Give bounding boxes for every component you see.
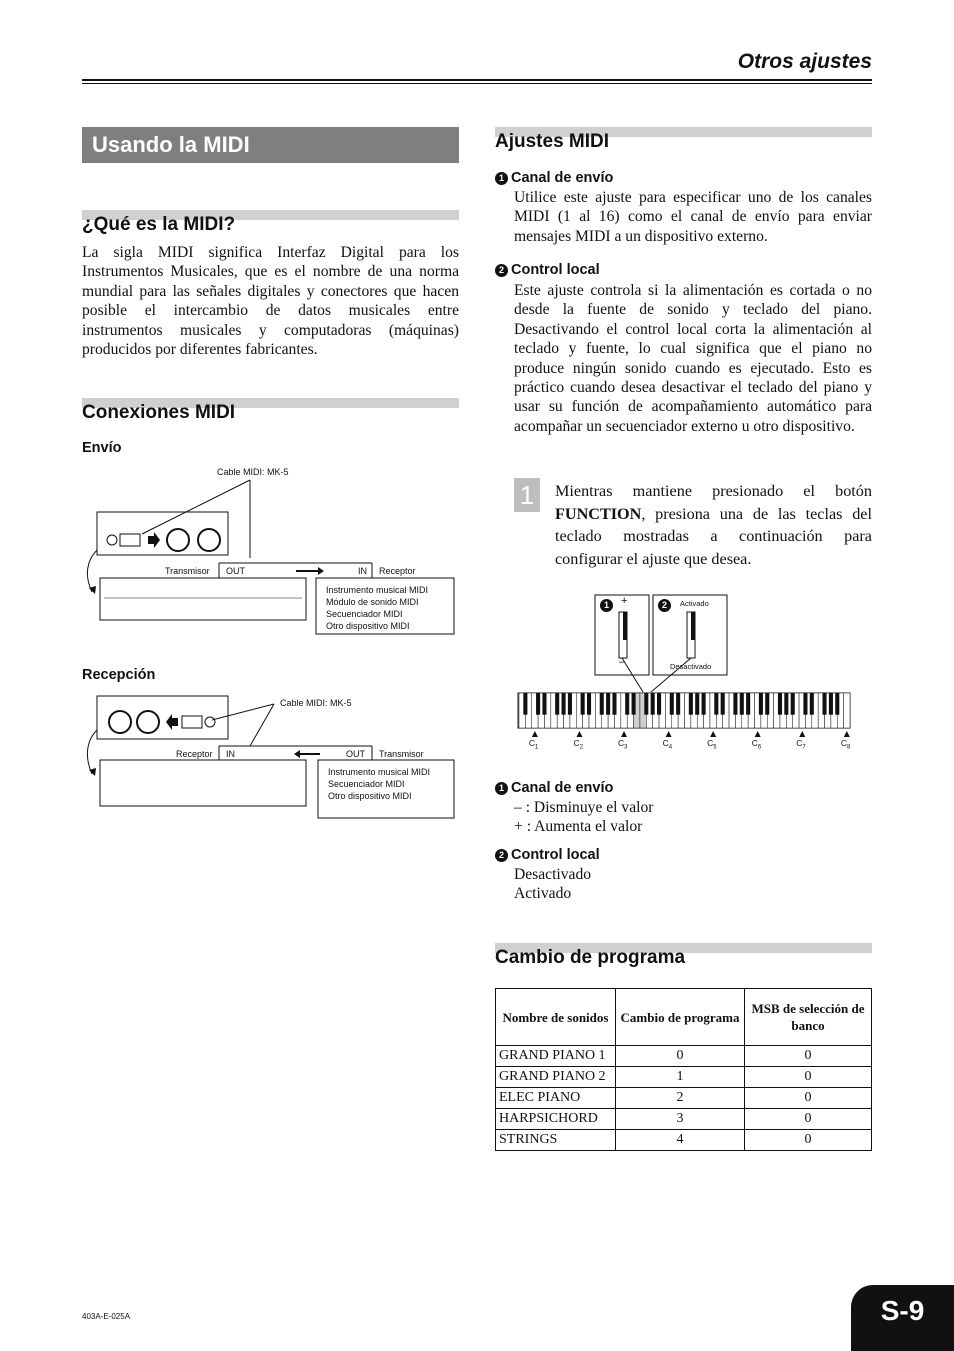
table-row: GRAND PIANO 1 0 0	[496, 1046, 872, 1067]
black-key	[829, 693, 833, 715]
table-row: STRINGS 4 0	[496, 1130, 872, 1151]
legend-send-channel-title: 1 Canal de envío	[495, 780, 613, 796]
local-control-title: 2 Control local	[495, 262, 600, 278]
send-out-label: OUT	[226, 566, 245, 576]
octave-label: $C_3$	[618, 738, 628, 751]
table-row: GRAND PIANO 2 1 0	[496, 1067, 872, 1088]
octave-label: $C_6$	[751, 738, 762, 751]
program-change-title: Cambio de programa	[495, 947, 686, 968]
list-item: Otro dispositivo MIDI	[326, 621, 410, 631]
number-2-icon: 2	[658, 599, 671, 612]
legend-send-channel-lines	[514, 798, 653, 837]
header-title: Otros ajustes	[737, 50, 872, 73]
minus-label: –	[619, 656, 626, 668]
black-key	[555, 693, 559, 715]
black-key	[746, 693, 750, 715]
black-key	[702, 693, 706, 715]
black-key	[632, 693, 636, 715]
list-item: Módulo de sonido MIDI	[326, 597, 419, 607]
what-is-midi-text: La sigla MIDI significa Interfaz Digital para los Instrumentos Musicales, que es el nombre de una norma mundial para las señales digitales y conectores que hacen posible el intercambio de datos musicales entre instrumentos musicales y computadoras (máquinas) producidos por diferentes fabricantes.	[82, 244, 459, 359]
black-key	[823, 693, 827, 715]
black-key	[835, 693, 839, 715]
table-row: HARPSICHORD 3 0	[496, 1109, 872, 1130]
black-key	[562, 693, 566, 715]
black-key	[778, 693, 782, 715]
list-item: Otro dispositivo MIDI	[328, 791, 412, 801]
send-transmitter-label: Transmisor	[165, 566, 210, 576]
white-key	[844, 693, 850, 728]
octave-marker	[799, 731, 805, 737]
table-row: ELEC PIANO 2 0	[496, 1088, 872, 1109]
black-key	[542, 693, 546, 715]
send-receiver-label: Receptor	[379, 566, 416, 576]
list-item: Desactivado	[514, 866, 592, 883]
black-key	[784, 693, 788, 715]
send-in-label: IN	[358, 566, 367, 576]
main-heading: Usando la MIDI	[82, 127, 459, 163]
number-1-icon: 1	[600, 599, 613, 612]
step-instruction: Mientras mantiene presionado el botón FUNCTION, presiona una de las teclas del teclado mostradas a continuación para configurar el ajuste que desea.	[555, 482, 872, 568]
black-key	[536, 693, 540, 715]
black-key	[765, 693, 769, 715]
number-1-icon: 1	[495, 172, 508, 185]
list-item: Activado	[514, 885, 572, 903]
table-header-row	[496, 989, 872, 1046]
black-key	[676, 693, 680, 715]
column-header: MSB de selección de banco	[745, 989, 872, 1046]
octave-marker	[844, 731, 850, 737]
receive-receiver-label: Receptor	[176, 749, 213, 759]
black-key	[733, 693, 737, 715]
list-item: Instrumento musical MIDI	[326, 585, 429, 595]
keyboard-diagram	[515, 592, 871, 757]
black-key	[695, 693, 699, 715]
black-key	[587, 693, 591, 715]
black-key	[689, 693, 693, 715]
column-header: Nombre de sonidos	[496, 989, 616, 1046]
number-2-icon: 2	[495, 849, 508, 862]
midi-settings-title: Ajustes MIDI	[495, 131, 610, 152]
program-table	[495, 988, 872, 1151]
octave-marker	[621, 731, 627, 737]
octave-label: $C_8$	[840, 738, 851, 751]
black-key	[810, 693, 814, 715]
black-key	[523, 693, 527, 715]
off-label: Desactivado	[670, 662, 712, 671]
octave-marker	[710, 731, 716, 737]
octave-label: $C_5$	[707, 738, 717, 751]
octave-label: $C_7$	[796, 738, 806, 751]
legend-local-control-title: 2 Control local	[495, 847, 600, 863]
black-key	[721, 693, 725, 715]
list-item: Secuenciador MIDI	[328, 779, 405, 789]
octave-label: $C_1$	[528, 738, 539, 751]
black-key	[651, 693, 655, 715]
black-key	[612, 693, 616, 715]
black-key	[581, 693, 585, 715]
black-key	[657, 693, 661, 715]
black-key	[644, 693, 648, 715]
send-diagram	[82, 460, 462, 640]
legend-local-control-lines	[514, 865, 591, 904]
octave-marker	[755, 731, 761, 737]
receive-cable-label: Cable MIDI: MK-5	[280, 698, 352, 708]
black-key	[670, 693, 674, 715]
list-item: – : Disminuye el valor	[514, 799, 654, 816]
black-key	[568, 693, 572, 715]
black-key	[759, 693, 763, 715]
list-item: Secuenciador MIDI	[326, 609, 403, 619]
black-key	[600, 693, 604, 715]
send-channel-text: Utilice este ajuste para especificar uno de los canales MIDI (1 al 16) como el canal de envío para enviar mensajes MIDI a un dispositivo externo.	[514, 189, 872, 245]
black-key	[740, 693, 744, 715]
number-1-icon: 1	[495, 782, 508, 795]
local-control-text: Este ajuste controla si la alimentación es cortada o no desde la fuente de sonido y teclado del piano. Desactivando el control local corta la alimentación al teclado y fuente, lo cual significa que el piano no produce ningún sonido cuando es ejecutado. Esto es práctico cuando desea desactivar el teclado del piano y usar su función de acompañamiento automático para acompañar un secuenciador externo u otro dispositivo.	[514, 282, 872, 435]
octave-marker	[666, 731, 672, 737]
black-key	[606, 693, 610, 715]
receive-label: Recepción	[82, 667, 156, 683]
receive-out-label: OUT	[346, 749, 365, 759]
step-number: 1	[514, 478, 540, 512]
document-code: 403A-E-025A	[82, 1312, 131, 1321]
black-key	[791, 693, 795, 715]
black-key	[714, 693, 718, 715]
receive-diagram	[82, 690, 462, 825]
page-number: S-9	[851, 1285, 954, 1351]
receive-in-label: IN	[226, 749, 235, 759]
send-label: Envío	[82, 440, 122, 456]
octave-label: $C_4$	[662, 738, 673, 751]
octave-marker	[576, 731, 582, 737]
header-rule	[82, 79, 872, 81]
receive-transmitter-label: Transmisor	[379, 749, 424, 759]
column-header: Cambio de programa	[616, 989, 745, 1046]
what-is-midi-title: ¿Qué es la MIDI?	[82, 214, 236, 235]
header-rule-thin	[82, 83, 872, 84]
send-cable-label: Cable MIDI: MK-5	[217, 467, 289, 477]
octave-marker	[532, 731, 538, 737]
number-2-icon: 2	[495, 264, 508, 277]
midi-connections-title: Conexiones MIDI	[82, 402, 236, 423]
receive-device-list	[328, 766, 430, 802]
list-item: + : Aumenta el valor	[514, 818, 643, 836]
on-label: Activado	[680, 599, 709, 608]
octave-label: $C_2$	[573, 738, 583, 751]
black-key	[625, 693, 629, 715]
black-key	[803, 693, 807, 715]
plus-label: +	[621, 595, 628, 607]
send-device-list	[326, 584, 428, 632]
send-channel-title: 1 Canal de envío	[495, 170, 613, 186]
list-item: Instrumento musical MIDI	[328, 767, 431, 777]
